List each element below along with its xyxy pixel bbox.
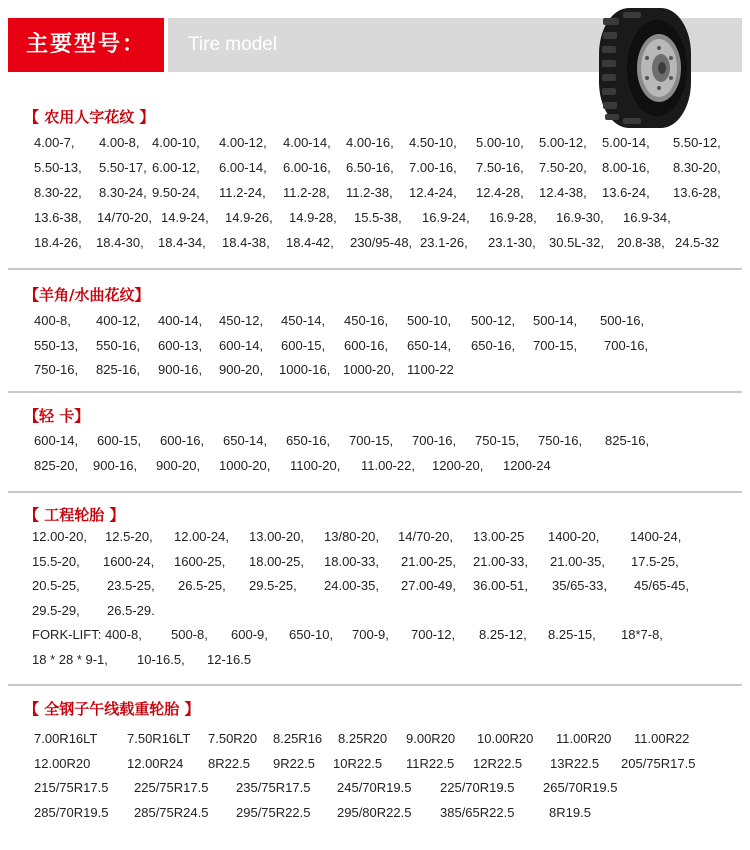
model-code: 7.00R16LT: [34, 731, 98, 746]
model-code: 700-16,: [604, 338, 649, 353]
model-row: [0, 181, 750, 205]
section-title: 【 农用人字花纹 】: [24, 108, 155, 126]
model-code: 14/70-20,: [97, 210, 152, 225]
section-title: 【 全钢子午线载重轮胎 】: [24, 700, 200, 718]
model-code: 14.9-26,: [225, 210, 273, 225]
model-code: 30.5L-32,: [549, 235, 604, 250]
model-row: [0, 599, 750, 623]
model-code: 5.50-13,: [34, 160, 82, 175]
model-code: 9R22.5: [273, 756, 315, 771]
model-code: 29.5-25,: [249, 578, 297, 593]
model-code: 700-15,: [533, 338, 578, 353]
model-code: 295/80R22.5: [337, 805, 412, 820]
model-code: 825-20,: [34, 458, 79, 473]
model-code: 1600-25,: [174, 554, 226, 569]
model-code: 18 * 28 * 9-1,: [32, 652, 108, 667]
model-code: 450-14,: [281, 313, 326, 328]
model-row: [0, 525, 750, 549]
model-code: 11.2-28,: [283, 185, 330, 200]
model-code: 6.00-14,: [219, 160, 267, 175]
model-code: 18.4-34,: [158, 235, 206, 250]
model-code: 750-16,: [34, 362, 79, 377]
model-code: 1400-20,: [548, 529, 600, 544]
model-code: 5.00-10,: [476, 135, 524, 150]
model-code: 21.00-25,: [401, 554, 456, 569]
model-code: 700-15,: [349, 433, 394, 448]
model-code: 500-10,: [407, 313, 452, 328]
model-code: 24.00-35,: [324, 578, 379, 593]
model-code: 295/75R22.5: [236, 805, 311, 820]
model-code: 5.50-17,: [99, 160, 147, 175]
model-row: [0, 752, 750, 776]
model-code: 900-16,: [158, 362, 203, 377]
section-divider: [8, 491, 742, 493]
model-code: 13.6-28,: [673, 185, 721, 200]
model-code: 14.9-28,: [289, 210, 337, 225]
model-code: 7.50-20,: [539, 160, 587, 175]
model-code: 16.9-34,: [623, 210, 671, 225]
model-code: 8.30-22,: [34, 185, 82, 200]
model-code: 4.00-10,: [152, 135, 200, 150]
model-code: 4.00-7,: [34, 135, 75, 150]
model-code: 7.50R16LT: [127, 731, 191, 746]
model-code: 16.9-24,: [422, 210, 470, 225]
model-code: 550-16,: [96, 338, 141, 353]
model-code: 4.00-16,: [346, 135, 394, 150]
model-code: 1100-20,: [290, 458, 341, 473]
model-code: 23.1-30,: [488, 235, 536, 250]
model-code: 205/75R17.5: [621, 756, 696, 771]
model-code: 650-14,: [407, 338, 452, 353]
model-code: 23.5-25,: [107, 578, 155, 593]
model-code: 900-20,: [156, 458, 201, 473]
model-code: 225/75R17.5: [134, 780, 209, 795]
model-code: 11.2-24,: [219, 185, 266, 200]
model-code: 1000-20,: [343, 362, 395, 377]
model-row: [0, 550, 750, 574]
model-code: 700-9,: [352, 627, 389, 642]
model-code: 900-16,: [93, 458, 138, 473]
model-code: 26.5-29.: [107, 603, 155, 618]
model-code: 245/70R19.5: [337, 780, 412, 795]
model-code: 215/75R17.5: [34, 780, 109, 795]
model-code: 600-9,: [231, 627, 268, 642]
model-code: 15.5-38,: [354, 210, 402, 225]
section-divider: [8, 684, 742, 686]
model-code: 1200-20,: [432, 458, 484, 473]
model-row: [0, 334, 750, 358]
model-code: 385/65R22.5: [440, 805, 515, 820]
model-row: [0, 309, 750, 333]
model-code: 8.30-20,: [673, 160, 721, 175]
model-code: 5.00-14,: [602, 135, 650, 150]
model-row: [0, 801, 750, 825]
section-divider: [8, 268, 742, 270]
model-code: 450-12,: [219, 313, 264, 328]
model-code: 600-13,: [158, 338, 203, 353]
model-code: 8.25R16: [273, 731, 323, 746]
model-code: 14/70-20,: [398, 529, 453, 544]
model-code: 18*7-8,: [621, 627, 663, 642]
model-code: 18.4-26,: [34, 235, 82, 250]
section-title: 【 工程轮胎 】: [24, 506, 125, 524]
model-code: 7.50R20: [208, 731, 258, 746]
model-code: 21.00-33,: [473, 554, 528, 569]
model-code: 8.25R20: [338, 731, 388, 746]
model-code: 8R19.5: [549, 805, 591, 820]
model-row: [0, 358, 750, 382]
model-code: 24.5-32: [675, 235, 720, 250]
model-code: 750-15,: [475, 433, 520, 448]
model-code: 1000-20,: [219, 458, 271, 473]
model-code: 13.00-20,: [249, 529, 304, 544]
model-code: 825-16,: [96, 362, 141, 377]
model-code: 18.00-25,: [249, 554, 304, 569]
model-code: 17.5-25,: [631, 554, 679, 569]
model-code: 6.00-16,: [283, 160, 331, 175]
model-code: 12R22.5: [473, 756, 523, 771]
model-code: 650-16,: [471, 338, 516, 353]
model-code: 12-16.5: [207, 652, 252, 667]
model-code: 27.00-49,: [401, 578, 456, 593]
model-code: 285/75R24.5: [134, 805, 209, 820]
model-code: 600-16,: [344, 338, 389, 353]
model-code: 750-16,: [538, 433, 583, 448]
model-code: 5.00-12,: [539, 135, 587, 150]
model-row: [0, 776, 750, 800]
model-code: 900-20,: [219, 362, 264, 377]
model-row: [0, 574, 750, 598]
model-code: 600-15,: [281, 338, 326, 353]
model-code: 400-14,: [158, 313, 203, 328]
model-code: 1100-22: [407, 362, 454, 377]
model-code: 9.50-24,: [152, 185, 200, 200]
model-code: 235/75R17.5: [236, 780, 311, 795]
model-code: 36.00-51,: [473, 578, 528, 593]
model-code: 600-16,: [160, 433, 205, 448]
model-code: 8.30-24,: [99, 185, 147, 200]
model-code: 500-16,: [600, 313, 645, 328]
model-row: [0, 206, 750, 230]
model-code: 6.00-12,: [152, 160, 200, 175]
model-code: 8.25-15,: [548, 627, 596, 642]
model-code: 5.50-12,: [673, 135, 721, 150]
model-code: 600-14,: [219, 338, 264, 353]
model-code: 14.9-24,: [161, 210, 209, 225]
model-code: 23.1-26,: [420, 235, 468, 250]
model-code: 18.4-30,: [96, 235, 144, 250]
model-code: 1400-24,: [630, 529, 682, 544]
model-code: 15.5-20,: [32, 554, 80, 569]
model-code: 9.00R20: [406, 731, 456, 746]
model-code: 8.00-16,: [602, 160, 650, 175]
model-code: 11.00R22: [634, 731, 690, 746]
model-code: 12.4-24,: [409, 185, 457, 200]
model-code: 12.00-20,: [32, 529, 87, 544]
model-code: 285/70R19.5: [34, 805, 109, 820]
model-code: 230/95-48,: [350, 235, 413, 250]
model-code: 450-16,: [344, 313, 389, 328]
model-code: 550-13,: [34, 338, 79, 353]
model-code: 12.00-24,: [174, 529, 229, 544]
model-code: 4.00-12,: [219, 135, 267, 150]
model-code: 8.25-12,: [479, 627, 527, 642]
header-title-cn: 主要型号：: [8, 18, 164, 72]
model-code: 600-14,: [34, 433, 79, 448]
model-code: 7.50-16,: [476, 160, 524, 175]
model-code: 16.9-28,: [489, 210, 537, 225]
model-code: 400-8,: [34, 313, 71, 328]
model-code: 12.00R24: [127, 756, 184, 771]
section-title: 【羊角/水曲花纹】: [24, 286, 150, 304]
model-code: 4.50-10,: [409, 135, 457, 150]
model-code: 650-16,: [286, 433, 331, 448]
model-row: [0, 131, 750, 155]
model-row: [0, 623, 750, 647]
model-code: 500-14,: [533, 313, 578, 328]
model-code: 4.00-14,: [283, 135, 331, 150]
model-code: 265/70R19.5: [543, 780, 618, 795]
model-code: 225/70R19.5: [440, 780, 515, 795]
model-code: 500-12,: [471, 313, 516, 328]
model-code: 16.9-30,: [556, 210, 604, 225]
model-code: 18.4-38,: [222, 235, 270, 250]
section-title: 【轻 卡】: [24, 407, 90, 425]
model-code: 13R22.5: [550, 756, 600, 771]
model-code: 12.00R20: [34, 756, 91, 771]
model-code: 29.5-29,: [32, 603, 80, 618]
model-code: 12.4-38,: [539, 185, 587, 200]
model-row: [0, 648, 750, 672]
model-code: 1600-24,: [103, 554, 155, 569]
model-code: 1000-16,: [279, 362, 331, 377]
model-code: 4.00-8,: [99, 135, 140, 150]
model-code: 45/65-45,: [634, 578, 689, 593]
model-code: 10.00R20: [477, 731, 534, 746]
model-code: 35/65-33,: [552, 578, 607, 593]
model-code: 825-16,: [605, 433, 650, 448]
model-code: 10-16.5,: [137, 652, 185, 667]
model-code: 11.00R20: [556, 731, 612, 746]
model-code: 7.00-16,: [409, 160, 457, 175]
model-code: 13.6-38,: [34, 210, 82, 225]
model-code: 11R22.5: [406, 756, 455, 771]
model-code: 6.50-16,: [346, 160, 394, 175]
model-row: [0, 156, 750, 180]
model-code: FORK-LIFT: 400-8,: [32, 627, 142, 642]
model-code: 650-10,: [289, 627, 334, 642]
model-code: 13/80-20,: [324, 529, 379, 544]
model-code: 8R22.5: [208, 756, 250, 771]
model-row: [0, 454, 750, 478]
section-divider: [8, 391, 742, 393]
tire-tread-icon: [599, 8, 691, 128]
model-row: [0, 429, 750, 453]
model-code: 26.5-25,: [178, 578, 226, 593]
model-code: 700-12,: [411, 627, 456, 642]
model-code: 21.00-35,: [550, 554, 605, 569]
model-row: [0, 727, 750, 751]
model-code: 700-16,: [412, 433, 457, 448]
model-code: 13.00-25: [473, 529, 525, 544]
model-code: 13.6-24,: [602, 185, 650, 200]
model-code: 12.4-28,: [476, 185, 524, 200]
model-code: 20.5-25,: [32, 578, 80, 593]
model-code: 600-15,: [97, 433, 142, 448]
model-code: 1200-24: [503, 458, 551, 473]
tire-image: [593, 6, 699, 130]
model-code: 18.00-33,: [324, 554, 379, 569]
header-title-en: Tire model: [188, 34, 278, 55]
model-code: 11.00-22,: [361, 458, 415, 473]
model-code: 12.5-20,: [105, 529, 153, 544]
model-row: [0, 231, 750, 255]
model-code: 20.8-38,: [617, 235, 665, 250]
model-code: 500-8,: [171, 627, 208, 642]
model-code: 10R22.5: [333, 756, 383, 771]
model-code: 18.4-42,: [286, 235, 334, 250]
model-code: 11.2-38,: [346, 185, 393, 200]
model-code: 650-14,: [223, 433, 268, 448]
model-code: 400-12,: [96, 313, 141, 328]
